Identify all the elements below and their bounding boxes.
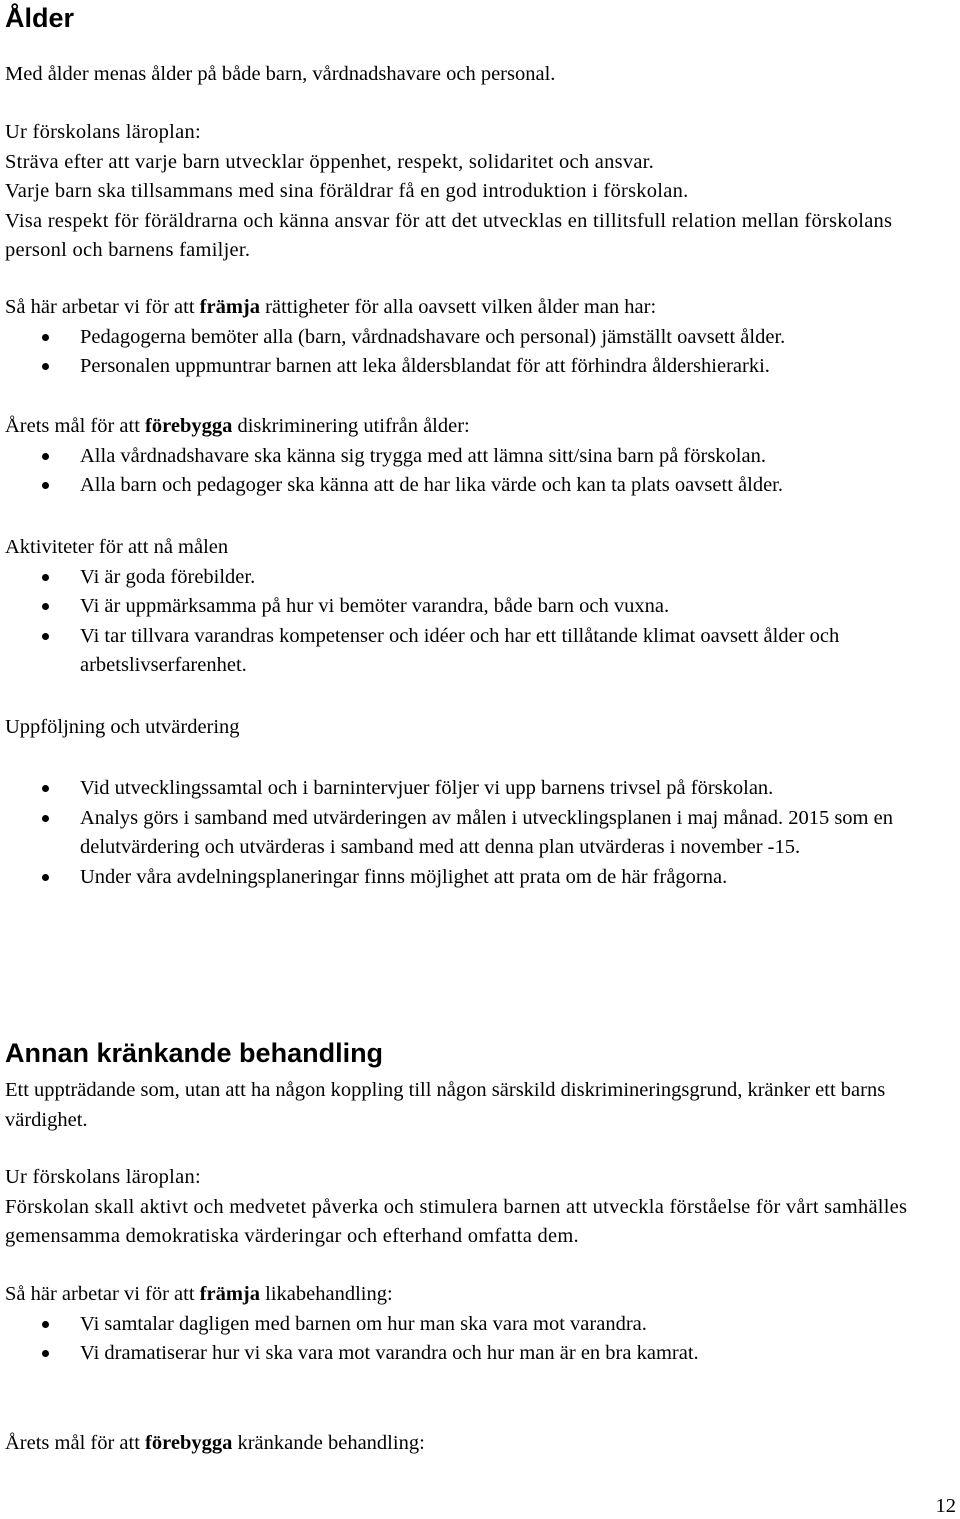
bullet-icon <box>42 482 49 489</box>
prevent-list <box>5 442 954 501</box>
alder-followup-label <box>5 713 954 743</box>
promote-intro: Så här arbetar vi för att främja likabehandling: <box>5 1283 393 1305</box>
laroplan-label: Ur förskolans läroplan: <box>5 1166 201 1188</box>
bullet-icon <box>42 334 49 341</box>
list-item: Pedagogerna bemöter alla (barn, vårdnadshavare och personal) jämställt oavsett ålder. <box>5 323 954 353</box>
followup-list <box>5 774 954 892</box>
alder-prevent <box>5 412 954 501</box>
heading-annan-krankande-behandling: Annan kränkande behandling <box>5 1038 384 1068</box>
bullet-icon <box>42 574 49 581</box>
list-item: Vi är goda förebilder. <box>5 563 954 593</box>
alder-promote <box>5 293 954 382</box>
laroplan-line: Sträva efter att varje barn utvecklar öppenhet, respekt, solidaritet och ansvar. <box>5 150 654 173</box>
list-item: Analys görs i samband med utvärderingen av målen i utvecklingsplanen i maj månad. 2015 som en delutvärdering och utvärderas i samband med att denna plan utvärderas i november -15. <box>5 804 954 863</box>
laroplan-label: Ur förskolans läroplan: <box>5 121 201 143</box>
activities-list <box>5 563 954 681</box>
laroplan-line: Visa respekt för föräldrarna och känna ansvar för att det utvecklas en tillitsfull relation mellan förskolans personl och barnens familjer. <box>5 209 893 261</box>
promote-intro: Så här arbetar vi för att främja rättigheter för alla oavsett vilken ålder man har: <box>5 296 657 318</box>
list-item: Vid utvecklingssamtal och i barnintervjuer följer vi upp barnens trivsel på förskolan. <box>5 774 954 804</box>
bullet-icon <box>42 1321 49 1328</box>
laroplan-line: Varje barn ska tillsammans med sina föräldrar få en god introduktion i förskolan. <box>5 180 689 202</box>
promote-list <box>5 1310 954 1369</box>
alder-intro <box>5 60 954 90</box>
activities-label: Aktiviteter för att nå målen <box>5 536 229 558</box>
bullet-icon <box>42 603 49 610</box>
followup-label: Uppföljning och utvärdering <box>5 716 240 738</box>
bullet-icon <box>42 785 49 792</box>
bullet-icon <box>42 1350 49 1357</box>
krank-prevent <box>5 1429 954 1459</box>
laroplan-text: Förskolan skall aktivt och medvetet påverka och stimulera barnen att utveckla förståelse för vårt samhälles gemensamma demokratiska värderingar och efterhand omfatta dem. <box>5 1195 908 1247</box>
prevent-intro: Årets mål för att förebygga kränkande behandling: <box>5 1432 425 1454</box>
alder-activities <box>5 533 954 681</box>
krank-promote <box>5 1280 954 1369</box>
intro-text: Ett uppträdande som, utan att ha någon koppling till någon särskild diskrimineringsgrund, kränker ett barns värdighet. <box>5 1079 886 1131</box>
bullet-icon <box>42 874 49 881</box>
bullet-icon <box>42 363 49 370</box>
list-item: Vi dramatiserar hur vi ska vara mot varandra och hur man är en bra kamrat. <box>5 1339 954 1369</box>
list-item: Alla barn och pedagoger ska känna att de har lika värde och kan ta plats oavsett ålder. <box>5 471 954 501</box>
prevent-intro: Årets mål för att förebygga diskriminering utifrån ålder: <box>5 415 470 437</box>
list-item: Vi samtalar dagligen med barnen om hur man ska vara mot varandra. <box>5 1310 954 1340</box>
krank-laroplan <box>5 1163 954 1252</box>
alder-laroplan <box>5 118 954 266</box>
alder-followup <box>5 774 954 892</box>
list-item: Vi är uppmärksamma på hur vi bemöter varandra, både barn och vuxna. <box>5 592 954 622</box>
list-item: Personalen uppmuntrar barnen att leka åldersblandat för att förhindra åldershierarki. <box>5 352 954 382</box>
bullet-icon <box>42 815 49 822</box>
list-item: Vi tar tillvara varandras kompetenser och idéer och har ett tillåtande klimat oavsett ålder och arbetslivserfarenhet. <box>5 622 954 681</box>
intro-text: Med ålder menas ålder på både barn, vårdnadshavare och personal. <box>5 63 556 85</box>
bullet-icon <box>42 633 49 640</box>
promote-list <box>5 323 954 382</box>
list-item: Alla vårdnadshavare ska känna sig trygga med att lämna sitt/sina barn på förskolan. <box>5 442 954 472</box>
list-item: Under våra avdelningsplaneringar finns möjlighet att prata om de här frågorna. <box>5 863 954 893</box>
krank-intro <box>5 1076 954 1135</box>
heading-alder: Ålder <box>5 3 75 33</box>
page-number: 12 <box>935 1495 956 1517</box>
bullet-icon <box>42 453 49 460</box>
